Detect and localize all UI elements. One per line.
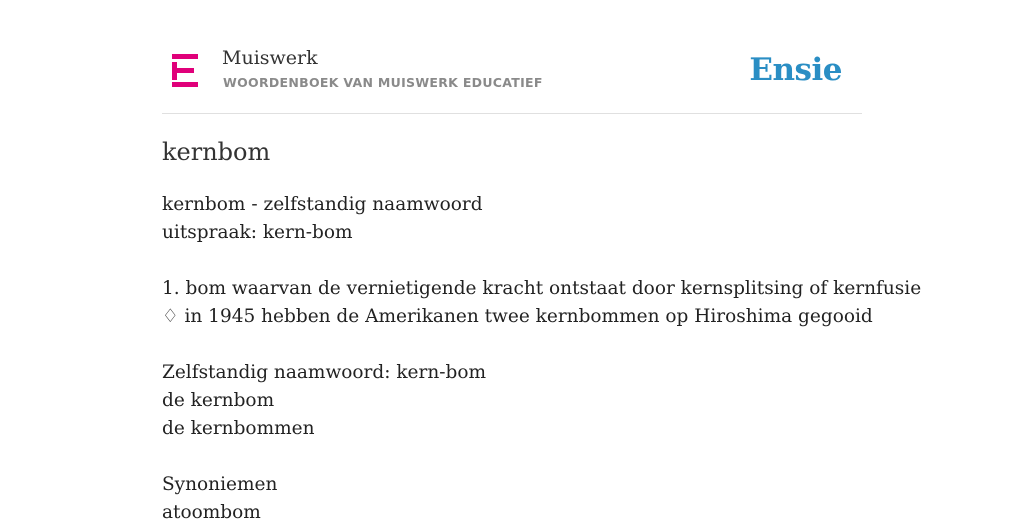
spacer <box>162 443 862 471</box>
site-subtitle: WOORDENBOEK VAN MUISWERK EDUCATIEF <box>223 75 543 90</box>
singular-form: de kernbom <box>162 390 275 411</box>
entry-example: ♢ in 1945 hebben de Amerikanen twee kernbommen op Hiroshima gegooid <box>162 306 873 327</box>
entry-body <box>162 191 922 527</box>
spacer <box>162 331 862 359</box>
entry-definition: 1. bom waarvan de vernietigende kracht ontstaat door kernsplitsing of kernfusie <box>162 278 922 299</box>
dictionary-entry <box>162 136 922 527</box>
muiswerk-logo-icon[interactable] <box>172 54 200 88</box>
site-name[interactable]: Muiswerk <box>222 47 318 69</box>
entry-pronunciation: uitspraak: kern-bom <box>162 222 353 243</box>
entry-headline: kernbom - zelfstandig naamwoord <box>162 194 483 215</box>
entry-title: kernbom <box>162 138 271 166</box>
synonyms-heading: Synoniemen <box>162 474 278 495</box>
site-header <box>162 40 862 114</box>
plural-form: de kernbommen <box>162 418 315 439</box>
synonym-item[interactable]: atoombom <box>162 502 261 523</box>
grammar-heading: Zelfstandig naamwoord: kern-bom <box>162 362 487 383</box>
spacer <box>162 247 862 275</box>
ensie-logo[interactable]: Ensie <box>749 52 842 88</box>
